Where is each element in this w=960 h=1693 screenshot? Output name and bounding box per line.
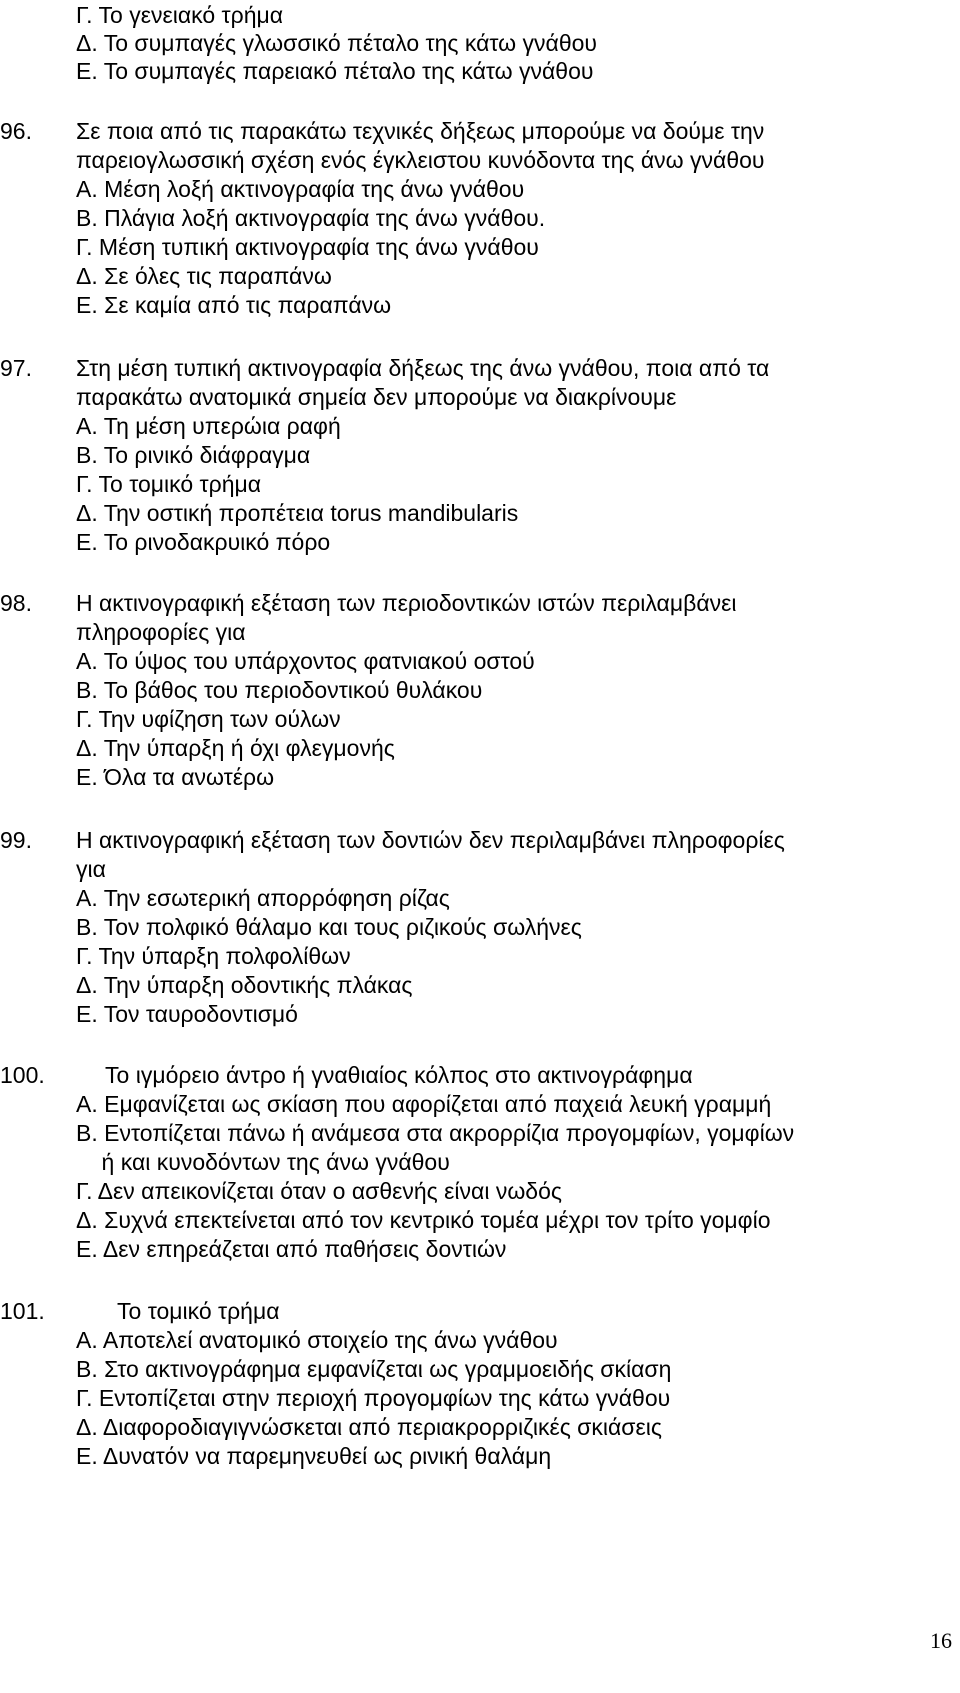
question-option: Β. Το βάθος του περιοδοντικού θυλάκου [76,677,483,703]
question-option: Β. Στο ακτινογράφημα εμφανίζεται ως γραμμοειδής σκίαση [76,1356,672,1382]
question-stem-line: Η ακτινογραφική εξέταση των δοντιών δεν περιλαμβάνει πληροφορίες [76,827,785,853]
question-option: Β. Τον πολφικό θάλαμο και τους ριζικούς σωλήνες [76,914,582,940]
question-option: Ε. Τον ταυροδοντισμό [76,1001,298,1027]
question-number: 101. [0,1298,45,1324]
question-stem-line: Στη μέση τυπική ακτινογραφία δήξεως της άνω γνάθου, ποια από τα [76,355,770,381]
lead-option-e: Ε. Το συμπαγές παρειακό πέταλο της κάτω γνάθου [76,58,594,84]
question-option: Δ. Συχνά επεκτείνεται από τον κεντρικό τομέα μέχρι τον τρίτο γομφίο [76,1207,771,1233]
question-stem-line: Το ιγμόρειο άντρο ή γναθιαίος κόλπος στο ακτινογράφημα [105,1062,693,1088]
question-option: Α. Τη μέση υπερώια ραφή [76,413,341,439]
question-option: Γ. Το τομικό τρήμα [76,471,262,497]
question-option: Ε. Όλα τα ανωτέρω [76,764,275,790]
question-option: Β. Το ρινικό διάφραγμα [76,442,311,468]
question-option: Ε. Σε καμία από τις παραπάνω [76,292,392,318]
question-option: Ε. Δυνατόν να παρεμηνευθεί ως ρινική θαλάμη [76,1443,552,1469]
question-option: Ε. Δεν επηρεάζεται από παθήσεις δοντιών [76,1236,507,1262]
question-option: ή και κυνοδόντων της άνω γνάθου [76,1149,450,1175]
question-stem-line: παρακάτω ανατομικά σημεία δεν μπορούμε να διακρίνουμε [76,384,677,410]
lead-option-g: Γ. Το γενειακό τρήμα [76,2,284,28]
question-option: Γ. Μέση τυπική ακτινογραφία της άνω γνάθου [76,234,539,260]
question-option: Ε. Το ρινοδακρυικό πόρο [76,529,331,555]
question-option: Δ. Την οστική προπέτεια torus mandibularis [76,500,519,526]
question-option: Δ. Την ύπαρξη ή όχι φλεγμονής [76,735,395,761]
question-option: Α. Την εσωτερική απορρόφηση ρίζας [76,885,450,911]
question-number: 99. [0,827,32,853]
question-number: 96. [0,118,32,144]
question-option: Γ. Δεν απεικονίζεται όταν ο ασθενής είναι νωδός [76,1178,562,1204]
question-option: Γ. Την υφίζηση των ούλων [76,706,341,732]
question-option: Δ. Διαφοροδιαγιγνώσκεται από περιακρορριζικές σκιάσεις [76,1414,662,1440]
question-stem-line: Το τομικό τρήμα [117,1298,280,1324]
question-option: Δ. Σε όλες τις παραπάνω [76,263,332,289]
question-stem-line: πληροφορίες για [76,619,246,645]
question-option: Α. Μέση λοξή ακτινογραφία της άνω γνάθου [76,176,525,202]
question-option: Γ. Την ύπαρξη πολφολίθων [76,943,351,969]
lead-option-d: Δ. Το συμπαγές γλωσσικό πέταλο της κάτω γνάθου [76,30,597,56]
question-option: Α. Εμφανίζεται ως σκίαση που αφορίζεται από παχειά λευκή γραμμή [76,1091,772,1117]
question-stem-line: παρειογλωσσική σχέση ενός έγκλειστου κυνόδοντα της άνω γνάθου [76,147,765,173]
question-stem-line: Η ακτινογραφική εξέταση των περιοδοντικών ιστών περιλαμβάνει [76,590,737,616]
question-number: 98. [0,590,32,616]
page-number: 16 [930,1628,952,1653]
question-stem-line: για [76,856,106,882]
question-stem-line: Σε ποια από τις παρακάτω τεχνικές δήξεως μπορούμε να δούμε την [76,118,765,144]
question-option: Γ. Εντοπίζεται στην περιοχή προγομφίων της κάτω γνάθου [76,1385,671,1411]
question-option: Δ. Την ύπαρξη οδοντικής πλάκας [76,972,413,998]
question-number: 97. [0,355,32,381]
question-option: Β. Πλάγια λοξή ακτινογραφία της άνω γνάθου. [76,205,546,231]
question-option: Α. Το ύψος του υπάρχοντος φατνιακού οστού [76,648,535,674]
question-number: 100. [0,1062,45,1088]
question-option: Β. Εντοπίζεται πάνω ή ανάμεσα στα ακρορρίζια προγομφίων, γομφίων [76,1120,795,1146]
question-option: Α. Αποτελεί ανατομικό στοιχείο της άνω γνάθου [76,1327,558,1353]
